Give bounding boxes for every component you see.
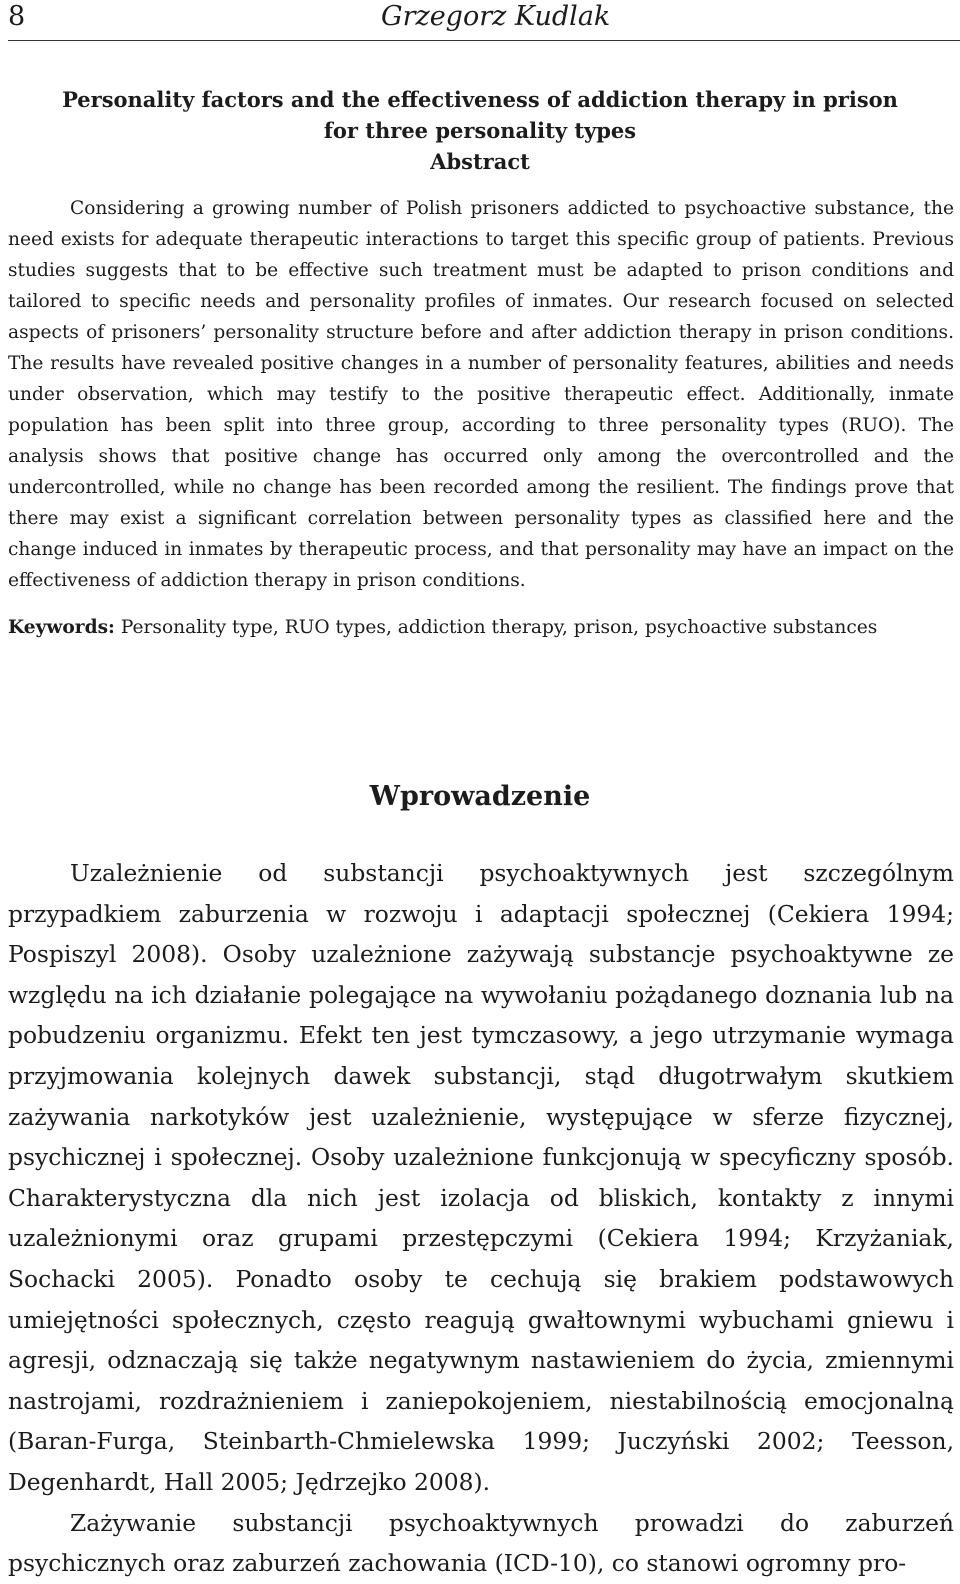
keywords-label: Keywords:: [8, 617, 115, 638]
body-paragraph-2-text: Zażywanie substancji psychoaktywnych prowadzi do zaburzeń psychicznych oraz zaburzeń zachowania (ICD-10), co stanowi ogromny pro-: [8, 1508, 954, 1578]
abstract-title-line-1: Personality factors and the effectiveness of addiction therapy in prison: [62, 87, 898, 112]
body-paragraph-1-text: Uzależnienie od substancji psychoaktywnych jest szczególnym przypadkiem zaburzenia w rozwoju i adaptacji społecznej (Cekiera 1994; Pospiszyl 2008). Osoby uzależnione zażywają substancje psychoaktywne ze względu na ich działanie polegające na wywołaniu pożądanego doznania lub na pobudzeniu organizmu. Efekt ten jest tymczasowy, a jego utrzymanie wymaga przyjmowania kolejnych dawek substancji, stąd długotrwałym skutkiem zażywania narkotyków jest uzależnienie, występujące w sferze fizycznej, psychicznej i społecznej. Osoby uzależnione funkcjonują w specyficzny sposób. Charakterystyczna dla nich jest izolacja od bliskich, kontakty z innymi uzależnionymi oraz grupami przestępczymi (Cekiera 1994; Krzyżaniak, Sochacki 2005). Ponadto osoby te cechują się brakiem podstawowych umiejętności społecznych, często reagują gwałtownymi wybuchami gniewu i agresji, odznaczają się także negatywnym nastawieniem do życia, zmiennymi nastrojami, rozdrażnieniem i zaniepokojeniem, niestabilnością emocjonalną (Baran-Furga, Steinbarth-Chmielewska 1999; Juczyński 2002; Teesson, Degenhardt, Hall 2005; Jędrzejko 2008).: [8, 859, 954, 1496]
section-heading: Wprowadzenie: [369, 781, 591, 812]
body-text: [8, 853, 954, 1584]
abstract-title-line-2: for three personality types: [323, 118, 637, 143]
body-paragraph-2: [8, 1503, 954, 1584]
abstract-text: [8, 193, 954, 596]
keywords-line: [8, 612, 954, 643]
abstract-paragraph: Considering a growing number of Polish prisoners addicted to psychoactive substance, the need exists for adequate therapeutic interactions to target this specific group of patients. Previous studies suggests that to be effective such treatment must be adapted to prison conditions and tailored to specific needs and personality profiles of inmates. Our research focused on selected aspects of prisoners’ personality structure before and after addiction therapy in prison conditions. The results have revealed positive changes in a number of personality features, abilities and needs under observation, which may testify to the positive therapeutic effect. Additionally, inmate population has been split into three group, according to three personality types (RUO). The analysis shows that positive change has occurred only among the overcontrolled and the undercontrolled, while no change has been recorded among the resilient. The findings prove that there may exist a significant correlation between personality types as classified here and the change induced in inmates by therapeutic process, and that personality may have an impact on the effectiveness of addiction therapy in prison conditions.: [8, 198, 954, 591]
abstract-heading: Abstract: [430, 149, 530, 174]
running-header: [0, 0, 960, 44]
body-paragraph-1: [8, 853, 954, 1503]
abstract-title-block: [0, 84, 960, 177]
keywords-text: Personality type, RUO types, addiction therapy, prison, psychoactive substances: [120, 617, 878, 638]
running-head-author: Grzegorz Kudlak: [381, 1, 611, 32]
page-number: 8: [8, 1, 26, 32]
header-rule: [8, 40, 960, 41]
